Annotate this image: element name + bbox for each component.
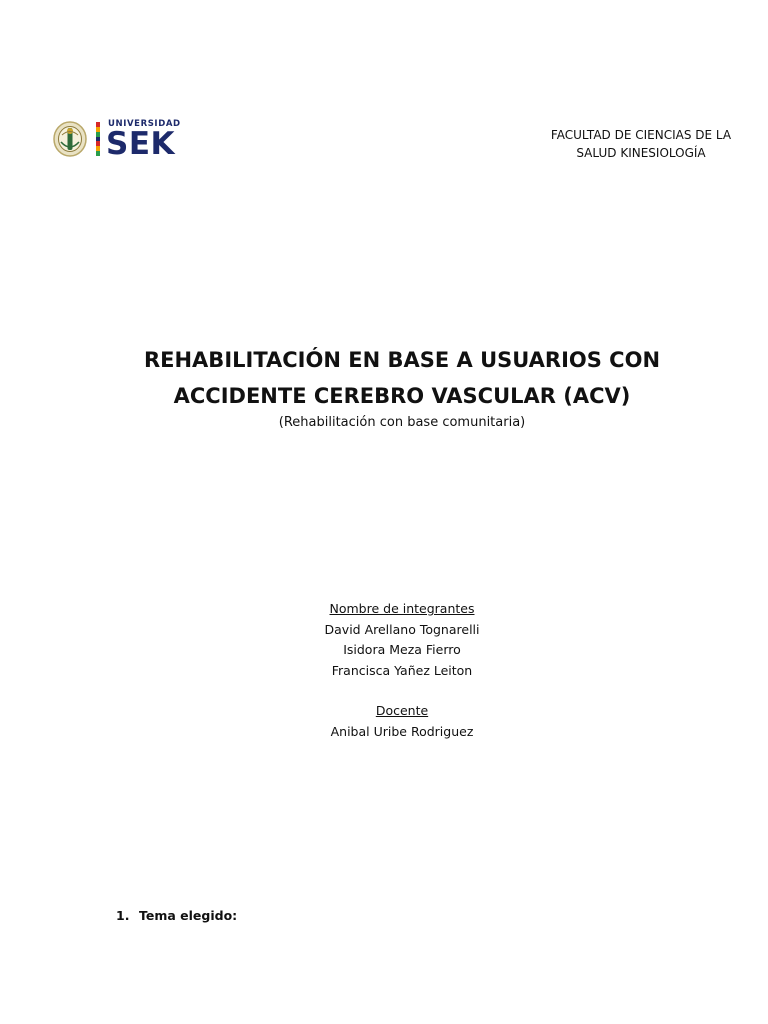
title-line-1: REHABILITACIÓN EN BASE A USUARIOS CON <box>143 348 661 372</box>
faculty-line-1: FACULTAD DE CIENCIAS DE LA <box>550 128 732 142</box>
section-number: 1. <box>116 908 130 923</box>
faculty-line-2: SALUD KINESIOLOGÍA <box>576 146 706 160</box>
member-name: Isidora Meza Fierro <box>343 642 461 657</box>
members-heading: Nombre de integrantes <box>329 601 475 616</box>
logo-color-stripe <box>96 122 100 156</box>
logo-wordmark-small: UNIVERSIDAD <box>108 119 181 129</box>
section-label: Tema elegido: <box>139 908 238 923</box>
university-seal-icon <box>52 120 88 158</box>
document-subtitle: (Rehabilitación con base comunitaria) <box>278 415 526 430</box>
teacher-heading: Docente <box>375 703 429 718</box>
university-logo <box>52 118 204 162</box>
section-heading <box>116 906 237 926</box>
teacher-name: Anibal Uribe Rodriguez <box>330 723 474 739</box>
teacher-block <box>202 701 602 742</box>
logo-wordmark-big: SEK <box>106 126 176 162</box>
member-name: David Arellano Tognarelli <box>324 621 480 637</box>
members-block <box>202 599 602 681</box>
faculty-name <box>536 126 746 162</box>
member-name: Francisca Yañez Leiton <box>331 662 473 678</box>
document-title <box>84 342 720 414</box>
title-line-2: ACCIDENTE CEREBRO VASCULAR (ACV) <box>173 384 631 408</box>
